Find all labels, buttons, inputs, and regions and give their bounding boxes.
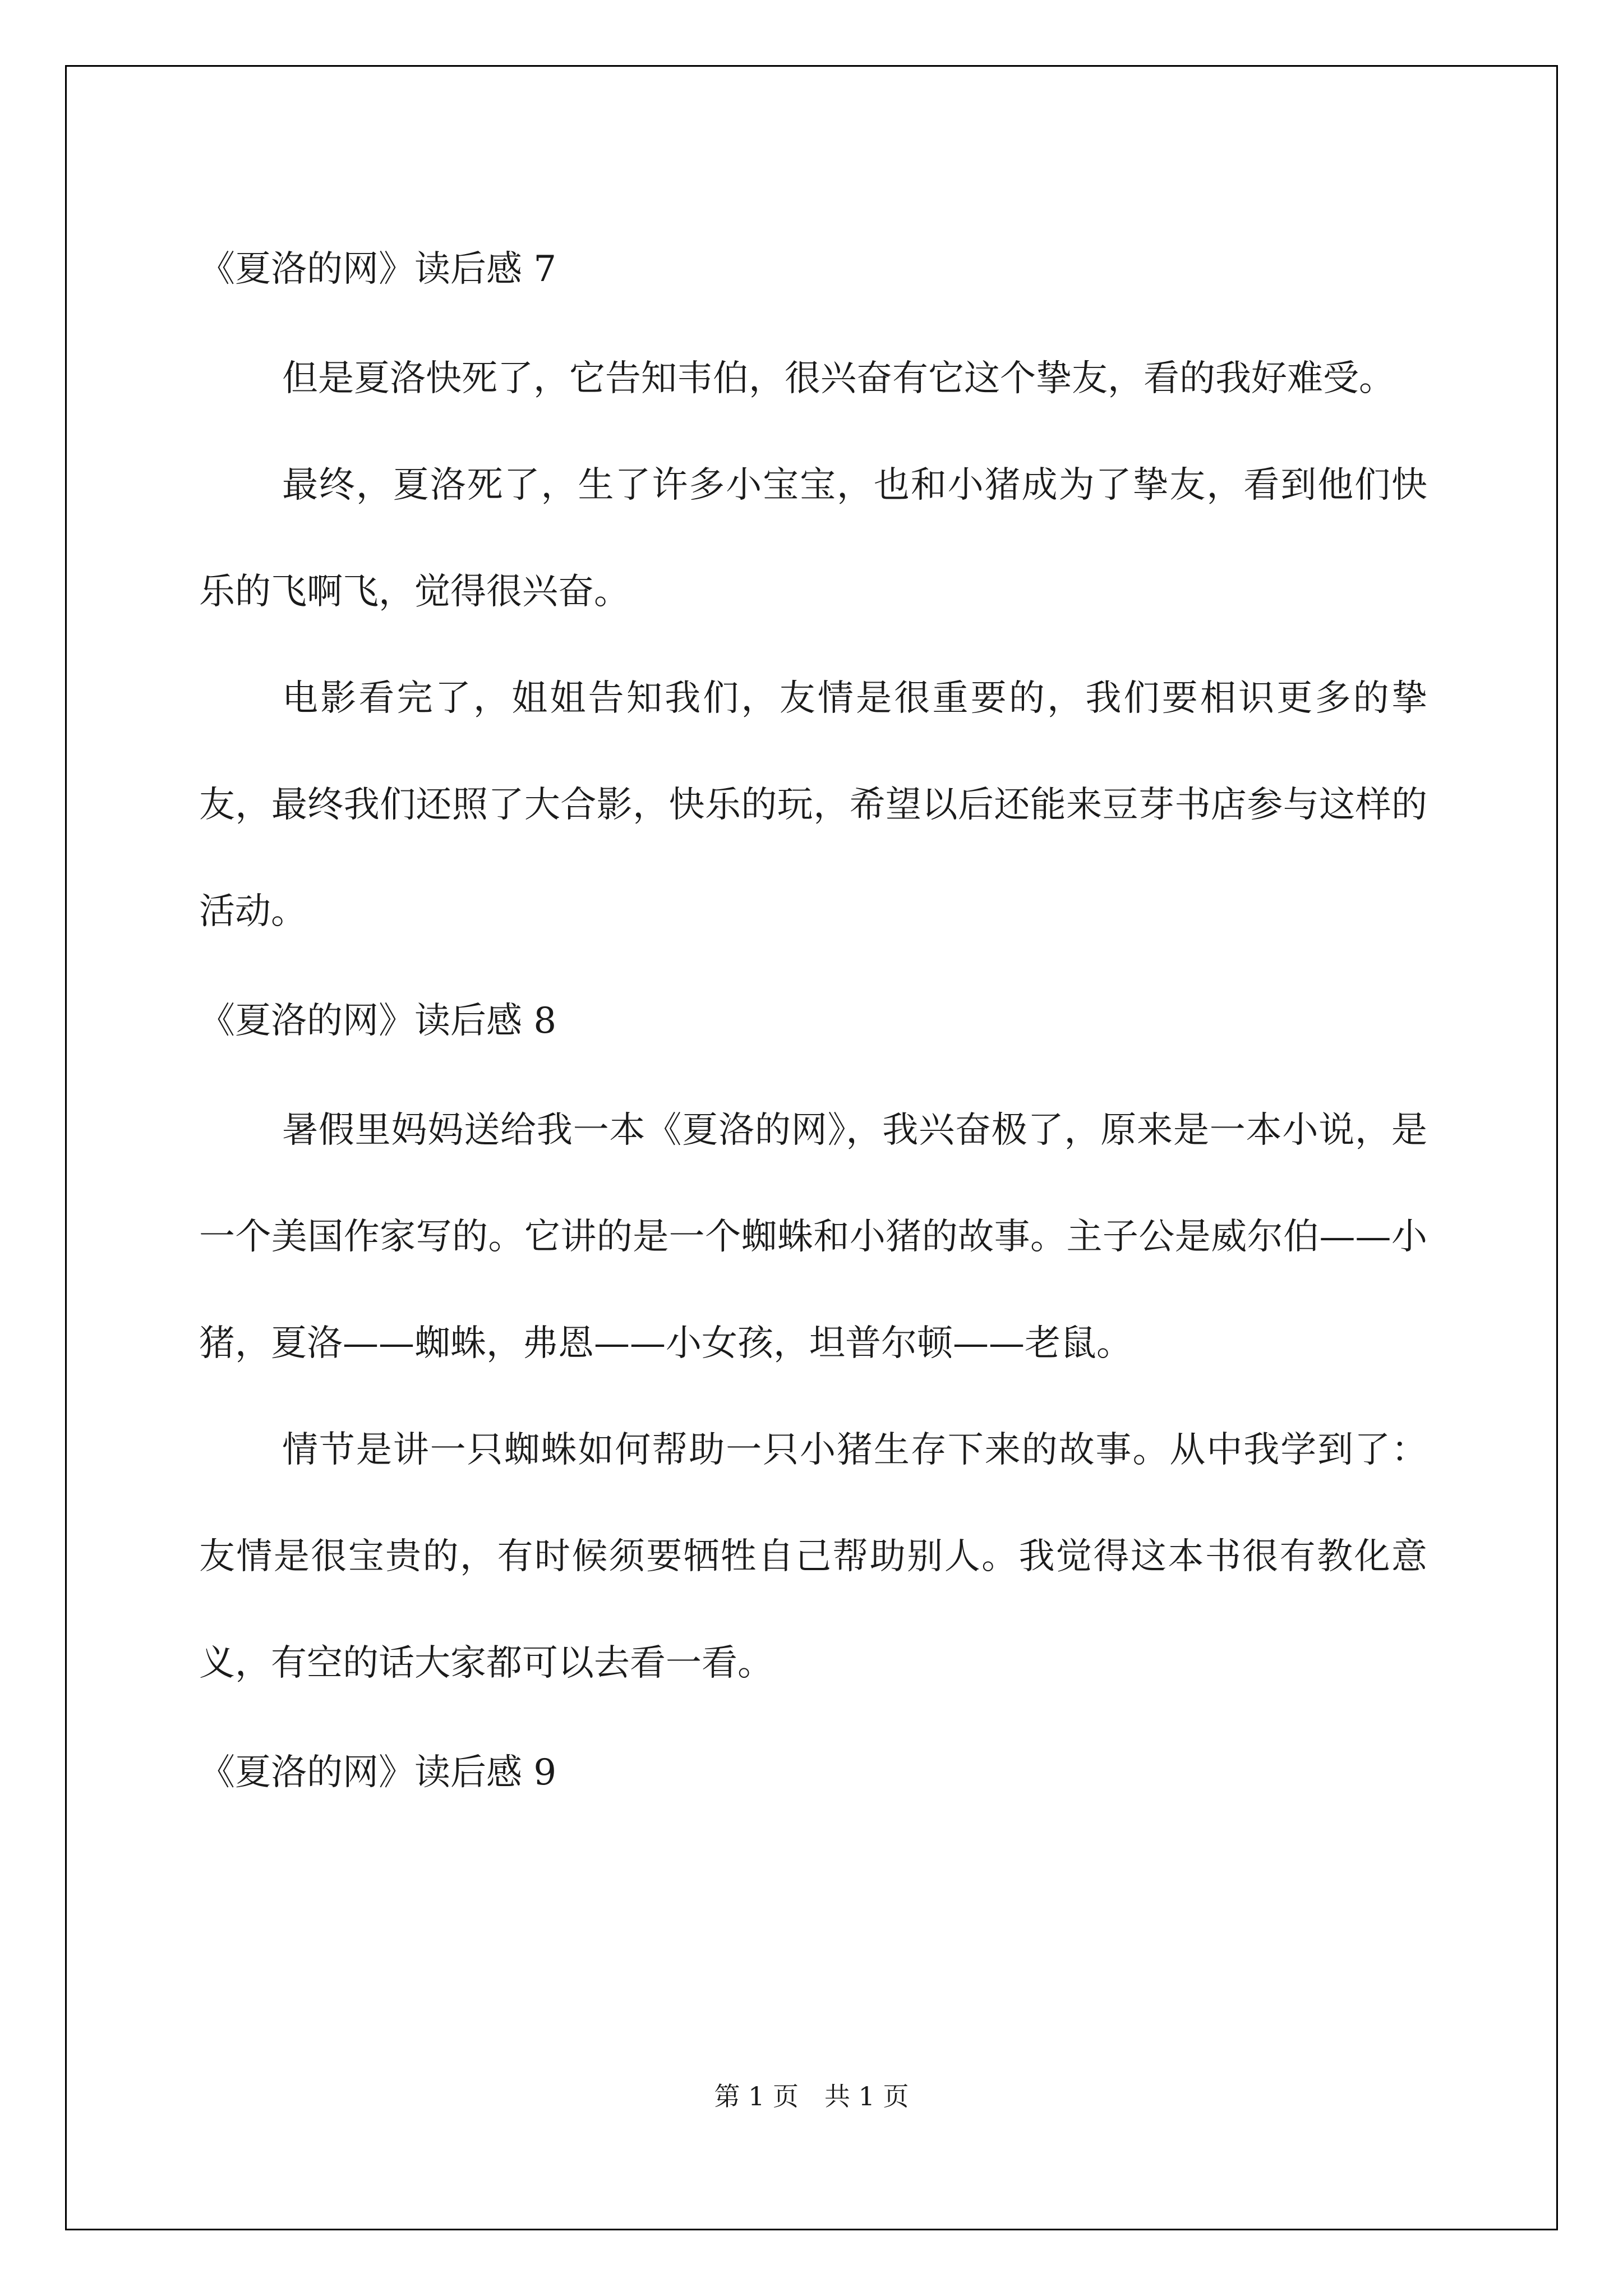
- section-heading: 《夏洛的网》读后感 8: [199, 1000, 557, 1042]
- paragraph: 电影看完了，姐姐告知我们，友情是很重要的，我们要相识更多的挚友，最终我们还照了大合影，快乐的玩，希望以后还能来豆芽书店参与这样的活动。: [199, 678, 1427, 932]
- document-body: [199, 213, 1427, 1829]
- section-7: [199, 213, 1427, 965]
- page-number-footer: 第 1 页 共 1 页: [714, 2081, 909, 2111]
- section-8: [199, 965, 1427, 1717]
- paragraph: 最终，夏洛死了，生了许多小宝宝，也和小猪成为了挚友，看到他们快乐的飞啊飞，觉得很兴奋。: [199, 464, 1427, 613]
- section-9: [199, 1717, 1427, 1829]
- section-heading: 《夏洛的网》读后感 7: [199, 249, 557, 290]
- paragraph: 情节是讲一只蜘蛛如何帮助一只小猪生存下来的故事。从中我学到了：友情是很宝贵的，有时候须要牺牲自己帮助别人。我觉得这本书很有教化意义，有空的话大家都可以去看一看。: [199, 1429, 1427, 1684]
- paragraph: 暑假里妈妈送给我一本《夏洛的网》，我兴奋极了，原来是一本小说，是一个美国作家写的。它讲的是一个蜘蛛和小猪的故事。主子公是威尔伯——小猪，夏洛——蜘蛛，弗恩——小女孩，坦普尔顿——老鼠。: [199, 1110, 1427, 1364]
- section-heading: 《夏洛的网》读后感 9: [199, 1752, 557, 1793]
- paragraph: 但是夏洛快死了，它告知韦伯，很兴奋有它这个挚友，看的我好难受。: [282, 358, 1395, 399]
